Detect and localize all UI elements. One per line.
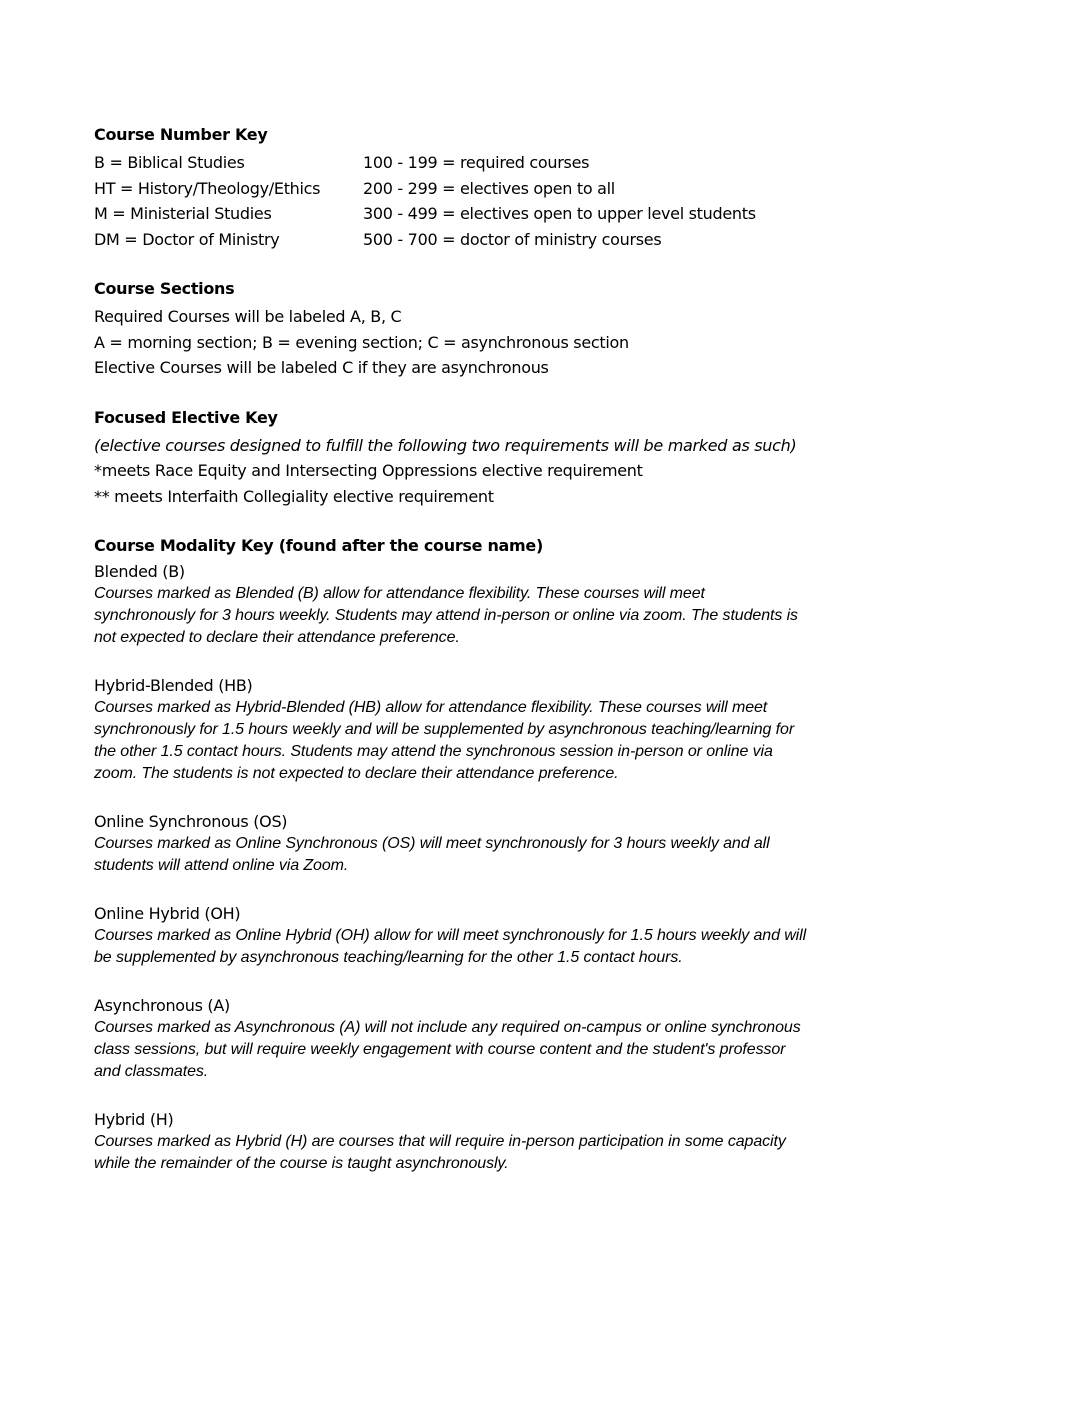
modality-description-line: while the remainder of the course is taught asynchronously. <box>94 1155 509 1172</box>
key-number-range: 100 - 199 = required courses <box>363 153 590 172</box>
focused-elective-key-section <box>94 407 994 510</box>
section-line: Required Courses will be labeled A, B, C <box>94 307 402 326</box>
modality-title: Hybrid (H) <box>94 1110 174 1129</box>
modality-description-line: Courses marked as Blended (B) allow for attendance flexibility. These courses will meet <box>94 585 705 602</box>
key-department: B = Biblical Studies <box>94 153 245 172</box>
focused-elective-note: (elective courses designed to fulfill the following two requirements will be marked as such) <box>94 435 797 455</box>
key-number-range: 200 - 299 = electives open to all <box>363 178 615 198</box>
course-number-key-section <box>94 124 994 252</box>
focused-elective-key-heading: Focused Elective Key <box>94 407 278 427</box>
course-sections-section <box>94 278 994 381</box>
modality-description-line: Courses marked as Online Hybrid (OH) allow for will meet synchronously for 1.5 hours weekly and will <box>94 927 807 944</box>
modality-description-line: students will attend online via Zoom. <box>94 857 349 874</box>
course-sections-heading: Course Sections <box>94 279 235 298</box>
key-department: DM = Doctor of Ministry <box>94 229 280 249</box>
modality-blended <box>94 561 994 649</box>
course-number-key-heading: Course Number Key <box>94 125 268 144</box>
key-row <box>94 150 994 176</box>
section-line: Elective Courses will be labeled C if they are asynchronous <box>94 358 549 377</box>
modality-description-line: synchronously for 3 hours weekly. Students may attend in-person or online via zoom. The students is <box>94 607 798 624</box>
modality-description-line: the other 1.5 contact hours. Students may attend the synchronous session in-person or online via <box>94 743 773 760</box>
key-row <box>94 227 994 253</box>
course-modality-key-section <box>94 535 994 1175</box>
key-department: M = Ministerial Studies <box>94 204 272 223</box>
key-number-range: 300 - 499 = electives open to upper level students <box>363 204 756 223</box>
modality-asynchronous <box>94 995 994 1083</box>
modality-description-line: Courses marked as Hybrid-Blended (HB) allow for attendance flexibility. These courses will meet <box>94 699 768 716</box>
modality-title: Blended (B) <box>94 562 185 581</box>
modality-description-line: Courses marked as Hybrid (H) are courses that will require in-person participation in some capacity <box>94 1133 786 1150</box>
section-line: A = morning section; B = evening section; C = asynchronous section <box>94 332 629 352</box>
modality-description-line: class sessions, but will require weekly engagement with course content and the student's professor <box>94 1041 786 1058</box>
key-number-range: 500 - 700 = doctor of ministry courses <box>363 229 662 249</box>
focused-elective-line: *meets Race Equity and Intersecting Oppressions elective requirement <box>94 461 643 480</box>
modality-description-line: not expected to declare their attendance preference. <box>94 629 460 646</box>
modality-hybrid <box>94 1109 994 1175</box>
document-page <box>94 124 994 1201</box>
modality-title: Online Synchronous (OS) <box>94 812 288 831</box>
modality-title: Online Hybrid (OH) <box>94 904 241 923</box>
modality-online-synchronous <box>94 811 994 877</box>
modality-online-hybrid <box>94 903 994 969</box>
modality-description-line: and classmates. <box>94 1063 209 1080</box>
modality-title: Asynchronous (A) <box>94 996 230 1015</box>
course-modality-key-heading: Course Modality Key (found after the course name) <box>94 536 543 555</box>
modality-hybrid-blended <box>94 675 994 785</box>
modality-description-line: synchronously for 1.5 hours weekly and will be supplemented by asynchronous teaching/learning for <box>94 721 795 738</box>
key-department: HT = History/Theology/Ethics <box>94 178 321 198</box>
key-row <box>94 176 994 202</box>
modality-description-line: be supplemented by asynchronous teaching/learning for the other 1.5 contact hours. <box>94 949 683 966</box>
key-row <box>94 201 994 227</box>
modality-description-line: Courses marked as Online Synchronous (OS) will meet synchronously for 3 hours weekly and all <box>94 835 770 852</box>
modality-description-line: Courses marked as Asynchronous (A) will not include any required on-campus or online synchronous <box>94 1019 801 1036</box>
modality-description-line: zoom. The students is not expected to declare their attendance preference. <box>94 765 619 782</box>
modality-title: Hybrid-Blended (HB) <box>94 676 253 695</box>
focused-elective-line: ** meets Interfaith Collegiality elective requirement <box>94 486 494 506</box>
